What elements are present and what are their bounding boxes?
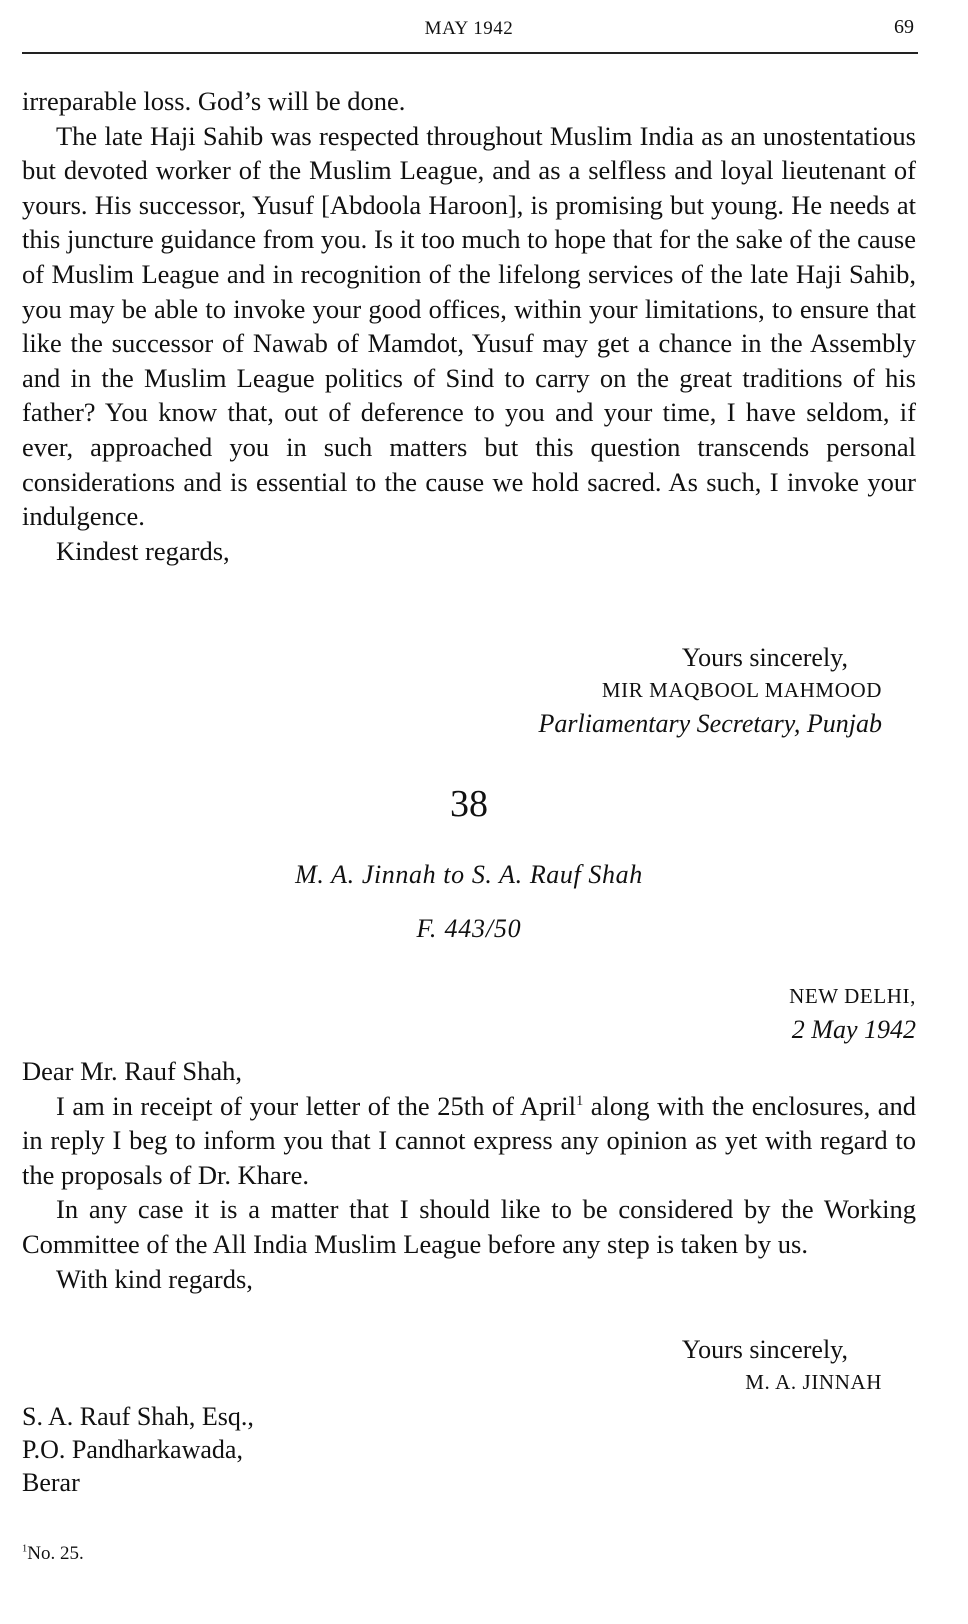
page-number: 69 [894, 16, 914, 38]
letter-37-body [22, 84, 916, 568]
document-reference: F. 443/50 [416, 914, 522, 943]
letter-37-regards: Kindest regards, [56, 535, 230, 566]
header-rule [22, 52, 918, 54]
letter-38-closing: Yours sincerely, [681, 1335, 848, 1364]
salutation: Dear Mr. Rauf Shah, [22, 1056, 243, 1086]
letter-37-paragraph-1: irreparable loss. God’s will be done. [22, 86, 406, 116]
document-number: 38 [450, 783, 488, 825]
letter-38-regards: With kind regards, [56, 1263, 253, 1294]
letter-37-signatory: MIR MAQBOOL MAHMOOD [601, 678, 882, 702]
address-line-2: P.O. Pandharkawada, [22, 1435, 243, 1464]
letter-38-signature [682, 1333, 882, 1399]
paragraph-1-text-end: along with the enclosures, and in reply I beg to inform you that I cannot express any opinion as yet with regard to the proposals of Dr. Khare. [22, 1090, 916, 1190]
letter-37-signatory-title: Parliamentary Secretary, Punjab [538, 709, 882, 738]
dateline [789, 980, 916, 1046]
footnote-text: No. 25. [27, 1543, 84, 1564]
letter-38-signatory: M. A. JINNAH [745, 1370, 882, 1394]
running-title: MAY 1942 [424, 18, 514, 39]
place: NEW DELHI, [789, 984, 916, 1008]
letter-37-signature [539, 641, 882, 740]
document-title: M. A. Jinnah to S. A. Rauf Shah [295, 860, 643, 889]
letter-38-paragraph-1 [22, 1089, 916, 1193]
recipient-address [22, 1400, 254, 1499]
letter-37-closing: Yours sincerely, [681, 643, 848, 672]
footnote-mark: 1 [22, 1543, 28, 1555]
paragraph-1-text-start: I am in receipt of your letter of the 25th of April [56, 1090, 576, 1121]
running-header [22, 14, 916, 44]
footnote-reference: 1 [575, 1092, 584, 1109]
letter-38-body [22, 1054, 916, 1296]
letter-37-paragraph-2: The late Haji Sahib was respected throughout Muslim India as an unostentatious but devoted worker of the Muslim League, and as a selfless and loyal lieutenant of yours. His successor, Yusuf [Abdoola Haroon], is promising but young. He needs at this juncture guidance from you. Is it too much to hope that for the sake of the cause of Muslim League and in recognition of the lifelong services of the late Haji Sahib, you may be able to invoke your good offices, within your limitations, to ensure that like the successor of Nawab of Mamdot, Yusuf may get a chance in the Assembly and in the Muslim League politics of Sind to carry on the great traditions of his father? You know that, out of deference to you and your time, I have seldom, if ever, approached you in such matters but this question transcends personal considerations and is essential to the cause we hold sacred. As such, I invoke your indulgence. [22, 120, 916, 532]
footnote [22, 1543, 84, 1565]
address-line-1: S. A. Rauf Shah, Esq., [22, 1402, 254, 1431]
letter-38-paragraph-2: In any case it is a matter that I should like to be considered by the Working Committee of the All India Muslim League before any step is taken by us. [22, 1194, 916, 1259]
date: 2 May 1942 [791, 1015, 916, 1044]
address-line-3: Berar [22, 1468, 80, 1497]
